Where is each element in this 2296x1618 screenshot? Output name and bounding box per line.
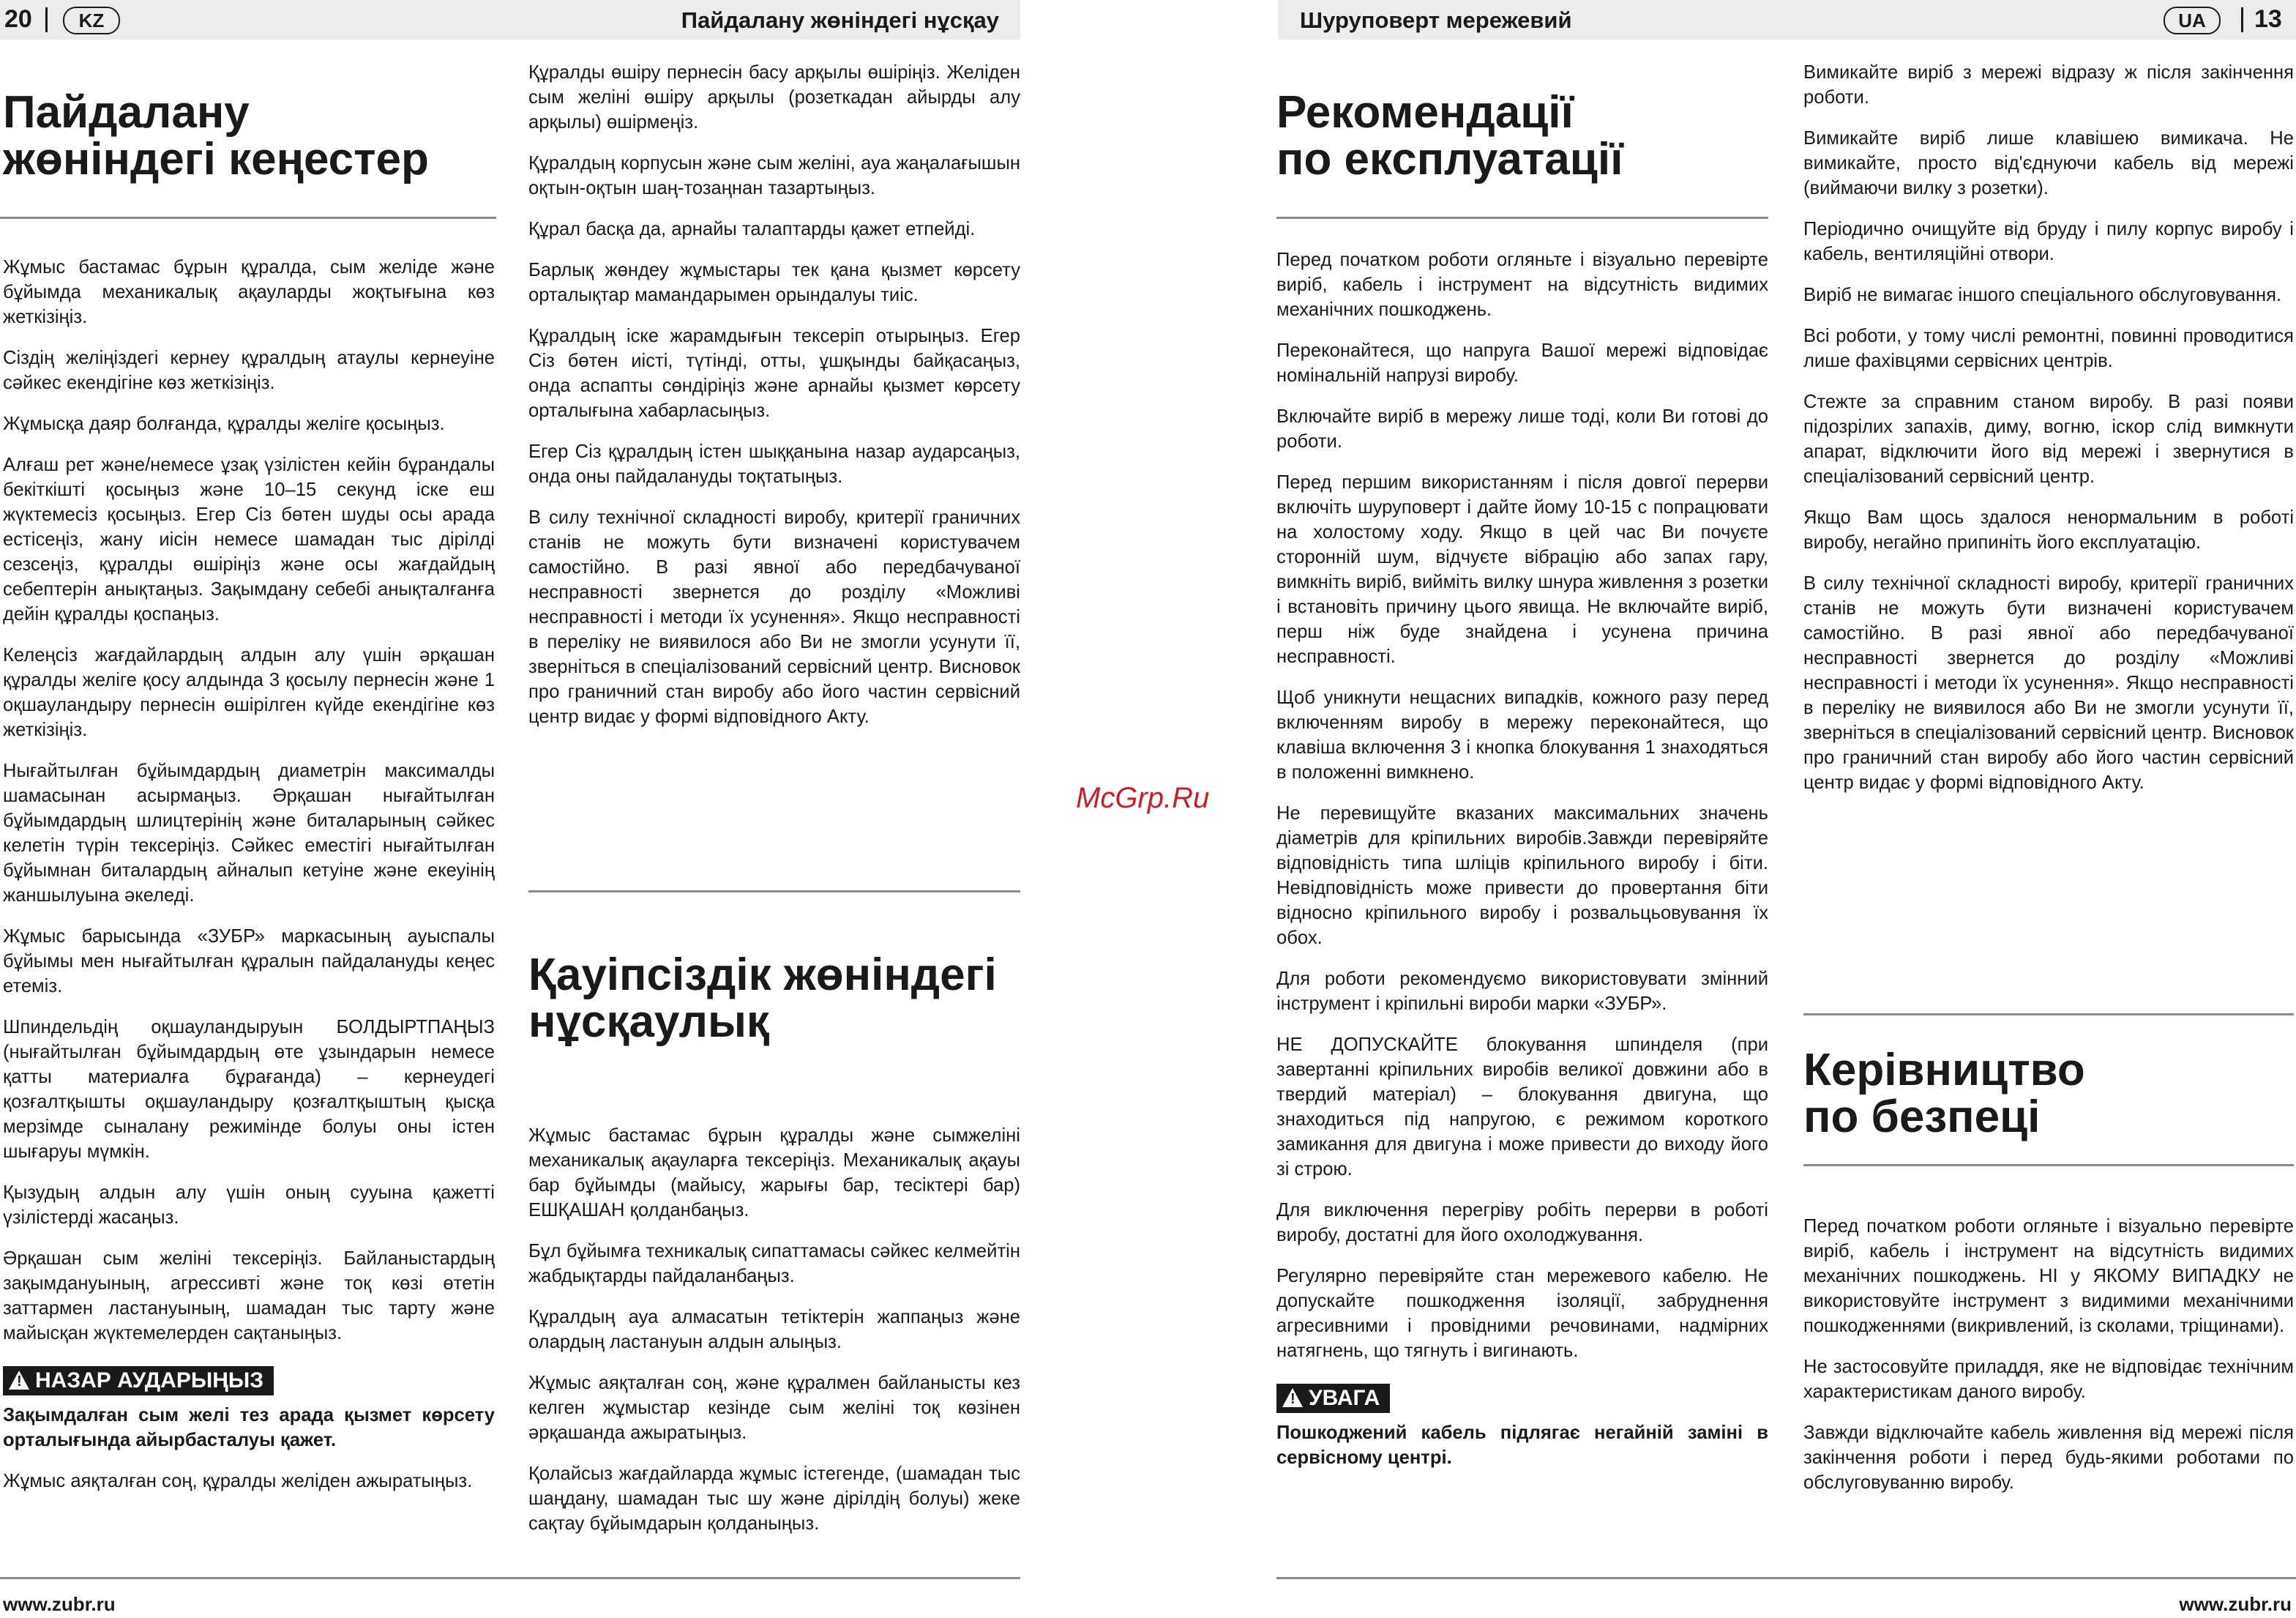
right-heading-safety bbox=[1803, 1047, 2085, 1141]
left-column-2b bbox=[528, 1123, 1020, 1552]
left-footer-rule bbox=[0, 1577, 1020, 1579]
right-heading-rule bbox=[1276, 217, 1768, 219]
paragraph: Шпиндельдің оқшауландыруын БОЛДЫРТПАҢЫЗ (нығайтылған бұйымдардың өте ұзындарын немесе қатты материалға бұрағанда) – кернеудегі қозғалтқышты оқшауландыру қозғалтқыштың қысқа мерзімде сыналану режимінде болуы оны істен шығаруы мүмкін. bbox=[3, 1017, 495, 1162]
right-heading-recommendations bbox=[1276, 89, 1623, 183]
paragraph: Жұмыс барысында «ЗУБР» маркасының ауыспалы бұйымы мен нығайтылған құралын пайдалануды кеңес етеміз. bbox=[3, 926, 495, 996]
paragraph: Вимикайте виріб з мережі відразу ж після закінчення роботи. bbox=[1803, 62, 2294, 108]
left-page-number: 20 bbox=[4, 5, 32, 33]
paragraph: Барлық жөндеу жұмыстары тек қана қызмет көрсету орталықтар мамандарымен орындалуы тиіс. bbox=[528, 260, 1020, 305]
left-safety-rule bbox=[528, 890, 1020, 892]
warning-icon: ! bbox=[1282, 1388, 1303, 1407]
right-warning-text: Пошкоджений кабель підлягає негайній заміні в сервісному центрі. bbox=[1276, 1423, 1768, 1468]
left-heading-safety bbox=[528, 952, 997, 1045]
paragraph: Құралдың корпусын және сым желіні, ауа жаңалағышын оқтын-оқтын шаң-тозаңнан тазартыңыз. bbox=[528, 153, 1020, 198]
paragraph: Жұмыс аяқталған соң, және құралмен байланысты кез келген жұмыстар кезінде сым желіні тоқ көзінен әрқашанда ажыратыңыз. bbox=[528, 1373, 1020, 1443]
paragraph: Не перевищуйте вказаних максимальних значень діаметрів для кріпильних виробів.Завжди перевіряйте відповідність типа шліців кріпильного виробу і біти. Невідповідність може привести до провертання біти відносно кріпильного виробу і розвальцьовування їх обох. bbox=[1276, 803, 1768, 948]
right-header-divider bbox=[2241, 7, 2243, 32]
left-lang-badge: KZ bbox=[63, 7, 120, 34]
right-heading-rec-line2: по експлуатації bbox=[1276, 134, 1623, 184]
paragraph: Всі роботи, у тому числі ремонтні, повинні проводитися лише фахівцями сервісних центрів. bbox=[1803, 326, 2294, 371]
left-heading-safety-line2: нұсқаулық bbox=[528, 996, 769, 1047]
right-warning-badge bbox=[1276, 1384, 1390, 1413]
paragraph: Якщо Вам щось здалося ненормальним в роботі виробу, негайно припиніть його експлуатацію. bbox=[1803, 507, 2294, 553]
right-lang-badge: UA bbox=[2164, 7, 2221, 34]
left-warning-badge bbox=[3, 1366, 274, 1395]
paragraph: Перед початком роботи огляньте і візуально перевірте виріб, кабель і інструмент на відсутність видимих механічних пошкоджень. bbox=[1276, 250, 1768, 320]
paragraph: Жұмысқа даяр болғанда, құралды желіге қосыңыз. bbox=[3, 414, 445, 434]
right-footer-rule bbox=[1276, 1577, 2296, 1579]
left-heading-tips bbox=[3, 89, 429, 183]
paragraph: В силу технічної складності виробу, критерії граничних станів не можуть бути визначені користувачем самостійно. В разі явної або передбачуваної несправності звернется до розділу «Можливі несправності і методи їх усунення». Якщо несправності в переліку не виявилося або Ви не змогли усунути її, зверніться в спеціалізований сервісний центр. Висновок про граничний стан виробу або його частин сервісний центр видає у формі відповідного Акту. bbox=[528, 507, 1020, 727]
left-warning-text: Зақымдалған сым желі тез арада қызмет көрсету орталығында айырбасталуы қажет. bbox=[3, 1405, 495, 1450]
left-heading-tips-line1: Пайдалану bbox=[3, 87, 250, 138]
paragraph: Перед першим використанням і після довгої перерви включіть шуруповерт і дайте йому 10-15 с попрацювати на холостому ходу. Якщо в цей час Ви почуєте сторонній шум, відчуєте вібрацію або запах гару, вимкніть виріб, вийміть вилку шнура живлення з розетки і встановіть причину цього явища. Не включайте виріб, перш ніж буде знайдена і усунена причина несправності. bbox=[1276, 472, 1768, 667]
paragraph: Стежте за справним станом виробу. В разі появи підозрілих запахів, диму, вогню, іскор слід вимкнути апарат, відключити його від мережі і звернутися в спеціалізований сервісний центр. bbox=[1803, 392, 2294, 487]
paragraph: Для роботи рекомендуємо використовувати змінний інструмент і кріпильні вироби марки «ЗУБР». bbox=[1276, 969, 1768, 1014]
paragraph: Не застосовуйте приладдя, яке не відповідає технічним характеристикам даного виробу. bbox=[1803, 1357, 2294, 1402]
left-heading-tips-line2: жөніндегі кеңестер bbox=[3, 134, 429, 184]
paragraph: Құрал басқа да, арнайы талаптарды қажет етпейді. bbox=[528, 219, 976, 239]
paragraph: Переконайтеся, що напруга Вашої мережі відповідає номінальній напрузі виробу. bbox=[1276, 340, 1768, 386]
paragraph: Перед початком роботи огляньте і візуально перевірте виріб, кабель і інструмент на відсутність видимих механічних пошкоджень. НІ у ЯКОМУ ВИПАДКУ не використовуйте інструмент з видимими механічними пошкодженнями (викривлений, із сколами, тріщинами). bbox=[1803, 1216, 2294, 1336]
paragraph: В силу технічної складності виробу, критерії граничних станів не можуть бути визначені користувачем самостійно. В разі явної або передбачуваної несправності звернется до розділу «Можливі несправності і методи їх усунення». Якщо несправності в переліку не виявилося або Ви не змогли усунути її, зверніться в спеціалізований сервісний центр. Висновок про граничний стан виробу або його частин сервісний центр видає у формі відповідного Акту. bbox=[1803, 573, 2294, 793]
paragraph: Құралдың іске жарамдығын тексеріп отырыңыз. Егер Сіз бөтен иісті, түтінді, отты, ұшқынды байқасаңыз, онда аспапты сөндіріңіз және арнайы қызмет көрсету орталығына хабарласыңыз. bbox=[528, 326, 1020, 421]
paragraph: Регулярно перевіряйте стан мережевого кабелю. Не допускайте пошкодження ізоляції, забруднення агресивними і провідними речовинами, надмірних натягнень, що тягнуть і вигинають. bbox=[1276, 1266, 1768, 1361]
left-heading-rule bbox=[0, 217, 496, 219]
paragraph: Вимикайте виріб лише клавішею вимикача. Не вимикайте, просто від'єднуючи кабель від мережі (виймаючи вилку з розетки). bbox=[1803, 128, 2294, 198]
paragraph: Бұл бұйымға техникалық сипаттамасы сәйкес келмейтін жабдықтарды пайдаланбаңыз. bbox=[528, 1241, 1020, 1286]
paragraph: Құралдың ауа алмасатын тетіктерін жаппаңыз және олардың ластануын алдын алыңыз. bbox=[528, 1307, 1020, 1352]
paragraph: Әрқашан сым желіні тексеріңіз. Байланыстардың зақымдануының, агрессивті және тоқ көзі өтетін заттармен ластануының, шамадан тыс тарту және майысқан жүктемелерден сақтаныңыз. bbox=[3, 1248, 495, 1343]
left-footer-url[interactable]: www.zubr.ru bbox=[3, 1593, 116, 1615]
paragraph: Қызудың алдын алу үшін оның сууына қажетті үзілістерді жасаңыз. bbox=[3, 1182, 495, 1228]
paragraph: Жұмыс аяқталған соң, құралды желіден ажыратыңыз. bbox=[3, 1471, 473, 1491]
right-safety-rule-bottom bbox=[1803, 1164, 2294, 1166]
paragraph: Виріб не вимагає іншого спеціального обслуговування. bbox=[1803, 285, 2282, 305]
right-heading-rec-line1: Рекомендації bbox=[1276, 87, 1574, 138]
warning-icon: ! bbox=[9, 1371, 29, 1390]
paragraph: Включайте виріб в мережу лише тоді, коли Ви готові до роботи. bbox=[1276, 406, 1768, 452]
paragraph: Келеңсіз жағдайлардың алдын алу үшін әрқашан құралды желіге қосу алдында 3 қосылу пернесін және 1 оқшауландыру пернесін өшірілген күйде екендігіне көз жеткізіңіз. bbox=[3, 645, 495, 740]
paragraph: Қолайсыз жағдайларда жұмыс істегенде, (шамадан тыс шаңдану, шамадан тыс шу және дірілдің болуы) жеке сақтау бұйымдарын қолданыңыз. bbox=[528, 1464, 1020, 1534]
paragraph: Щоб уникнути нещасних випадків, кожного разу перед включенням виробу в мережу переконайтеся, що клавіша включення 3 і кнопка блокування 1 знаходяться в положенні вимкнено. bbox=[1276, 687, 1768, 783]
paragraph: Жұмыс бастамас бұрын құралды және сымжеліні механикалық ақауларға тексеріңіз. Механикалық ақауы бар бұйымды (майысу, жарығы бар, тесіктері бар) ЕШҚАШАН қолданбаңыз. bbox=[528, 1125, 1020, 1220]
right-footer-url[interactable]: www.zubr.ru bbox=[2179, 1593, 2292, 1615]
right-header-title: Шуруповерт мережевий bbox=[1300, 7, 1572, 33]
right-safety-rule bbox=[1803, 1013, 2294, 1015]
paragraph: Завжди відключайте кабель живлення від мережі після закінчення роботи і перед будь-якими роботами по обслуговуванню виробу. bbox=[1803, 1423, 2294, 1493]
watermark: McGrp.Ru bbox=[1076, 782, 1210, 814]
right-column-2 bbox=[1803, 60, 2294, 811]
left-heading-safety-line1: Қауіпсіздік жөніндегі bbox=[528, 950, 997, 1000]
paragraph: Для виключення перегріву робіть перерви в роботі виробу, достатні для його охолоджування. bbox=[1276, 1200, 1768, 1245]
paragraph: НЕ ДОПУСКАЙТЕ блокування шпинделя (при завертанні кріпильних виробів великої довжини або в твердий матеріал) – блокування двигуна, що знаходиться під напругою, є режимом короткого замикання для двигуна і може привести до виходу його зі строю. bbox=[1276, 1034, 1768, 1179]
left-header-title: Пайдалану жөніндегі нұсқау bbox=[681, 7, 999, 33]
paragraph: Алғаш рет және/немесе ұзақ үзілістен кейін бұрандалы бекіткішті қосыңыз және 10–15 секунд іске еш жүктемесіз қосыңыз. Егер Сіз бөтен шуды осы арада естісеңіз, жану иісін немесе шамадан тыс дірілді сезсеңіз, құралды өшіріңіз және осы жағдайдың себептерін анықтаңыз. Зақымдану себебі анықталғанға дейін құралды қоспаңыз. bbox=[3, 455, 495, 625]
right-column-1 bbox=[1276, 247, 1768, 1486]
right-heading-safety-line2: по безпеці bbox=[1803, 1092, 2041, 1142]
paragraph: Егер Сіз құралдың істен шыққанына назар аударсаңыз, онда оны пайдалануды тоқтатыңыз. bbox=[528, 441, 1020, 487]
left-column-2 bbox=[528, 60, 1020, 745]
paragraph: Жұмыс бастамас бұрын құралда, сым желіде және бұйымда механикалық ақауларды жоқтығына көз жеткізіңіз. bbox=[3, 257, 495, 327]
right-column-2b bbox=[1803, 1214, 2294, 1511]
left-warning-label: НАЗАР АУДАРЫҢЫЗ bbox=[35, 1368, 264, 1393]
left-header-divider bbox=[45, 7, 48, 32]
right-page-number: 13 bbox=[2254, 5, 2282, 33]
paragraph: Құралды өшіру пернесін басу арқылы өшіріңіз. Желіден сым желіні өшіру арқылы (розеткадан айырды алу арқылы) өшірмеңіз. bbox=[528, 62, 1020, 133]
paragraph: Нығайтылған бұйымдардың диаметрін максималды шамасынан асырмаңыз. Әрқашан нығайтылған бұйымдардың шлицтерінің және биталарының сәйкес келетін түрін тексеріңіз. Сәйкес еместігі нығайтылған бұйымнан биталардың айналып кетуіне және екеуінің жаншылуына әкеледі. bbox=[3, 761, 495, 906]
left-column-1 bbox=[3, 255, 495, 1510]
right-warning-label: УВАГА bbox=[1309, 1386, 1380, 1410]
paragraph: Періодично очищуйте від бруду і пилу корпус виробу і кабель, вентиляційні отвори. bbox=[1803, 219, 2294, 264]
right-heading-safety-line1: Керівництво bbox=[1803, 1045, 2085, 1095]
paragraph: Сіздің желіңіздегі кернеу құралдың атаулы кернеуіне сәйкес екендігіне көз жеткізіңіз. bbox=[3, 348, 495, 393]
